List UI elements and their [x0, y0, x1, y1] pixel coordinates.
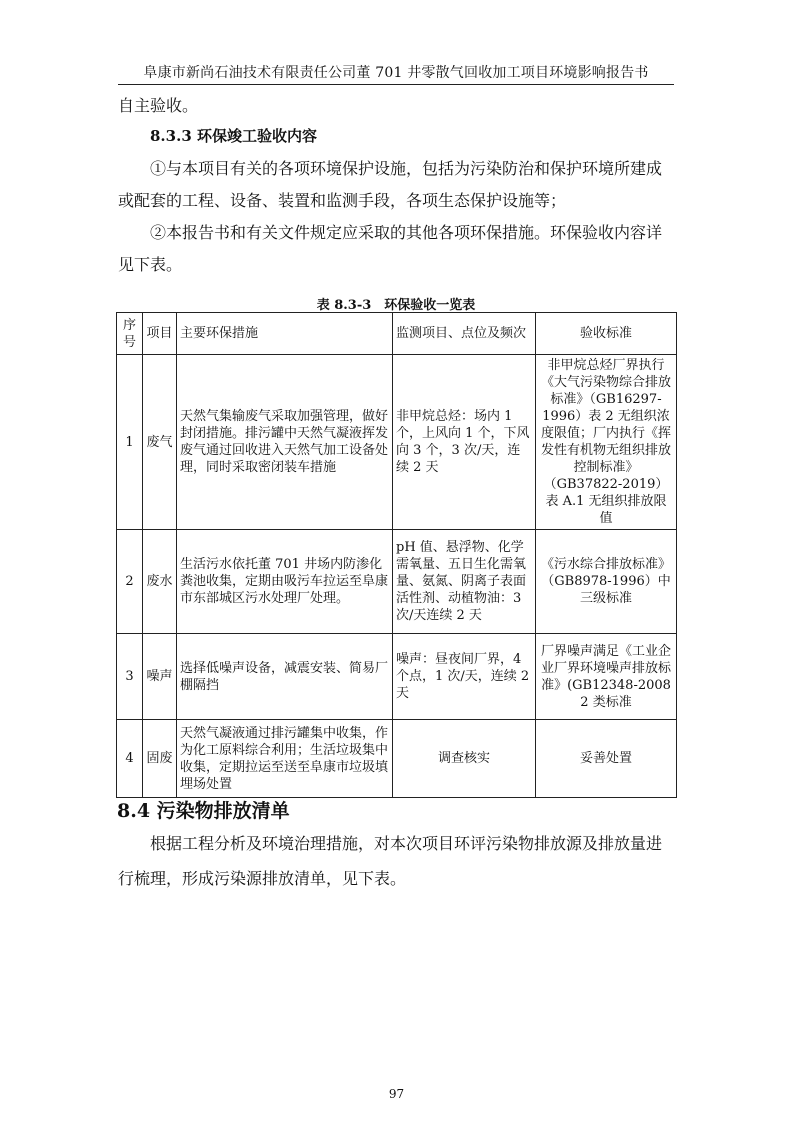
paragraph-3-line-1: 根据工程分析及环境治理措施，对本次项目环评污染物排放源及排放量进: [150, 834, 663, 853]
row-monitoring: pH 值、悬浮物、化学需氧量、五日生化需氧量、氨氮、阴离子表面活性剂、动植物油：3次/天连续 2 天: [393, 530, 536, 634]
header-cell-item: 项目: [143, 313, 177, 355]
header-cell-standard: 验收标准: [536, 313, 677, 355]
header-cell-no: 序号: [117, 313, 143, 355]
row-item: 废气: [143, 355, 177, 530]
acceptance-table: [116, 312, 677, 798]
row-standard: 非甲烷总烃厂界执行《大气污染物综合排放标准》（GB16297-1996）表 2 无组织浓度限值；厂内执行《挥发性有机物无组织排放控制标准》（GB37822-2019）表 A.1 无组织排放限值: [536, 355, 677, 530]
row-monitoring: 噪声：昼夜间厂界，4 个点，1 次/天，连续 2 天: [393, 634, 536, 720]
table-row: [117, 355, 677, 530]
row-item: 废水: [143, 530, 177, 634]
subsection-heading: 8.3.3 环保竣工验收内容: [150, 127, 317, 145]
page-number: 97: [388, 1087, 405, 1101]
row-measures: 天然气集输废气采取加强管理，做好封闭措施。排污罐中天然气凝液挥发废气通过回收进入天然气加工设备处理，同时采取密闭装车措施: [177, 355, 393, 530]
row-monitoring: 调查核实: [393, 720, 536, 798]
page-header: 阜康市新尚石油技术有限责任公司董 701 井零散气回收加工项目环境影响报告书: [143, 65, 649, 81]
row-standard: 妥善处置: [536, 720, 677, 798]
row-number: 3: [117, 634, 143, 720]
row-number: 1: [117, 355, 143, 530]
row-measures: 选择低噪声设备，减震安装、简易厂棚隔挡: [177, 634, 393, 720]
row-item: 噪声: [143, 634, 177, 720]
paragraph-2-line-2: 见下表。: [118, 255, 183, 274]
table-row: [117, 530, 677, 634]
header-cell-measures: 主要环保措施: [177, 313, 393, 355]
row-item: 固废: [143, 720, 177, 798]
table-row: [117, 634, 677, 720]
table-row: [117, 720, 677, 798]
row-measures: 天然气凝液通过排污罐集中收集，作为化工原料综合利用；生活垃圾集中收集，定期拉运至送至阜康市垃圾填埋场处置: [177, 720, 393, 798]
paragraph-2-line-1: ②本报告书和有关文件规定应采取的其他各项环保措施。环保验收内容详: [150, 223, 663, 242]
row-standard: 《污水综合排放标准》（GB8978-1996）中三级标准: [536, 530, 677, 634]
paragraph-1-line-1: ①与本项目有关的各项环境保护设施，包括为污染防治和保护环境所建成: [150, 159, 663, 178]
header-divider: [118, 84, 674, 85]
section-heading: 8.4 污染物排放清单: [117, 800, 290, 822]
row-standard: 厂界噪声满足《工业企业厂界环境噪声排放标准》(GB12348-2008 2 类标准: [536, 634, 677, 720]
row-measures: 生活污水依托董 701 井场内防渗化粪池收集，定期由吸污车拉运至阜康市东部城区污水处理厂处理。: [177, 530, 393, 634]
row-number: 4: [117, 720, 143, 798]
row-monitoring: 非甲烷总烃：场内 1 个，上风向 1 个，下风向 3 个，3 次/天，连续 2 天: [393, 355, 536, 530]
paragraph-3-line-2: 行梳理，形成污染源排放清单，见下表。: [118, 869, 407, 888]
table-caption: 表 8.3-3 环保验收一览表: [316, 298, 476, 313]
header-cell-monitoring: 监测项目、点位及频次: [393, 313, 536, 355]
intro-tail-text: 自主验收。: [118, 96, 199, 115]
row-number: 2: [117, 530, 143, 634]
paragraph-1-line-2: 或配套的工程、设备、装置和监测手段，各项生态保护设施等；: [118, 191, 567, 210]
table-header-row: [117, 313, 677, 355]
